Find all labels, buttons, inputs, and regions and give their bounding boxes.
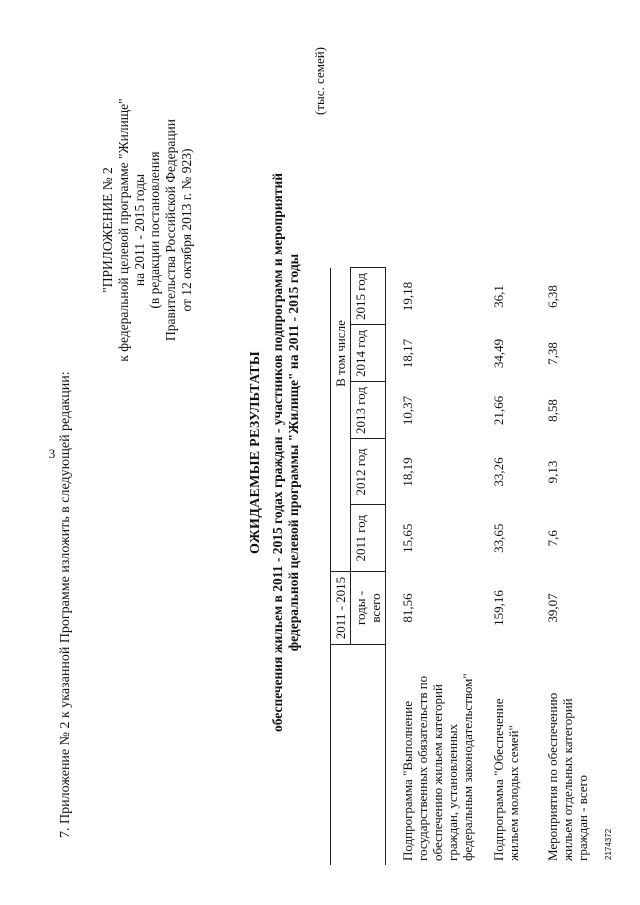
header-year: 2015 год [351, 268, 386, 325]
header-group-label: В том числе [331, 268, 351, 439]
row-name: Мероприятия по обеспечению жильем отдельных категорий граждан - всего [545, 692, 590, 861]
header-year: 2011 год [351, 505, 386, 572]
row-total: 159,16 [491, 590, 506, 626]
header-year: 2013 год [351, 382, 386, 439]
intro-text: 7. Приложение № 2 к указанной Программе изложить в следующей редакции: [58, 371, 73, 838]
header-year: 2014 год [351, 325, 386, 382]
table-row [489, 268, 543, 865]
appendix-header [100, 65, 195, 395]
row-value: 7,38 [545, 342, 560, 365]
row-value: 18,17 [400, 338, 415, 369]
row-total: 81,56 [400, 593, 415, 623]
row-value: 18,19 [400, 457, 415, 487]
header-row-1 [331, 268, 351, 865]
subtitle-line: федеральной целевой программы "Жилище" на 2011 - 2015 годы [286, 253, 301, 652]
row-value: 10,37 [400, 395, 415, 426]
row-name: Подпрограмма "Выполнение государственных обязательств по обеспечению жильем категорий граждан, установленных федеральным законодательством" [400, 673, 475, 861]
document-title: ОЖИДАЕМЫЕ РЕЗУЛЬТАТЫ [248, 351, 263, 554]
results-table [330, 268, 592, 866]
row-value: 6,38 [545, 285, 560, 308]
row-value: 7,6 [545, 530, 560, 547]
header-empty-cell [331, 645, 386, 866]
header-year: 2012 год [351, 439, 386, 505]
row-value: 36,1 [491, 285, 506, 308]
row-total: 39,07 [545, 593, 560, 623]
row-value: 21,66 [491, 395, 506, 426]
row-value: 34,49 [491, 338, 506, 369]
appendix-line: от 12 октября 2013 г. № 923) [178, 148, 194, 312]
appendix-line: к федеральной целевой программе "Жилище" [115, 98, 131, 362]
row-value: 19,18 [400, 281, 415, 312]
unit-label: (тыс. семей) [312, 47, 327, 115]
header-total-line2: годы - всего [351, 572, 386, 645]
row-value: 33,26 [491, 457, 506, 487]
row-value: 15,65 [400, 523, 415, 553]
appendix-line: (в редакции постановления [147, 151, 163, 309]
appendix-line: на 2011 - 2015 годы [131, 173, 147, 287]
header-total-line1: 2011 - 2015 [331, 572, 351, 645]
table-row [543, 268, 592, 865]
document-code: 2174372 [604, 828, 613, 860]
row-name: Подпрограмма "Обеспечение жильем молодых семей" [491, 698, 521, 861]
page-number: 3 [48, 446, 56, 461]
header-blank [331, 505, 351, 572]
appendix-line: Правительства Российской Федерации [163, 119, 179, 341]
row-value: 9,13 [545, 460, 560, 484]
table-row [386, 268, 490, 865]
subtitle-line: обеспечения жильем в 2011 - 2015 годах граждан - участников подпрограмм и мероприятий [270, 172, 285, 733]
document-subtitle [270, 0, 302, 905]
row-value: 8,58 [545, 399, 560, 422]
row-value: 33,65 [491, 523, 506, 553]
appendix-line: "ПРИЛОЖЕНИЕ № 2 [100, 167, 115, 293]
header-blank [331, 439, 351, 505]
